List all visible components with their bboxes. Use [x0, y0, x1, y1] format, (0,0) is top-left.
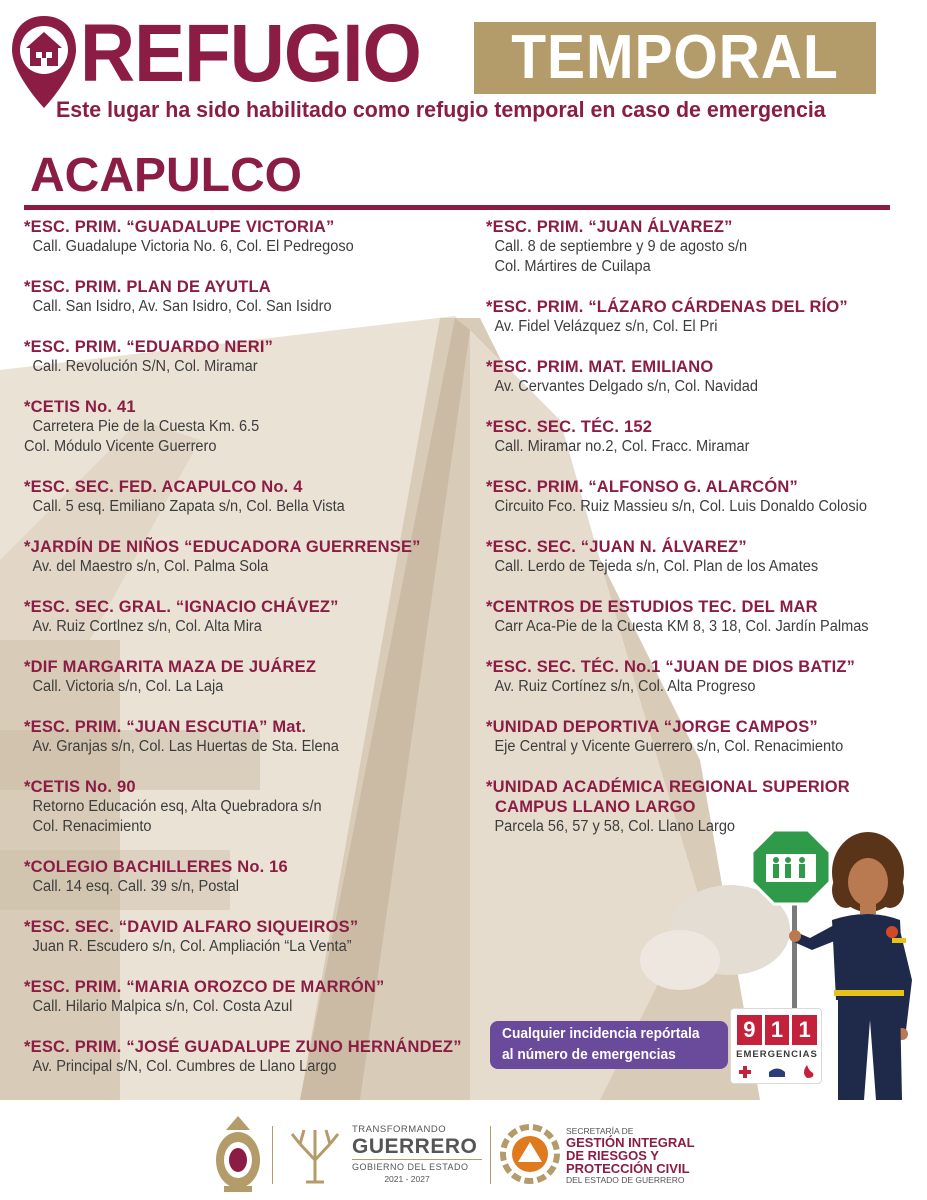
shelter-item: [24, 477, 474, 537]
shelter-address: Circuito Fco. Ruiz Massieu s/n, Col. Luis Donaldo Colosio: [494, 498, 867, 515]
shelter-address: Call. 5 esq. Emiliano Zapata s/n, Col. Bella Vista: [32, 498, 345, 515]
shelter-name: *DIF MARGARITA MAZA DE JUÁREZ: [24, 658, 317, 676]
shelter-name: *ESC. SEC. FED. ACAPULCO No. 4: [24, 478, 303, 496]
shelter-name: *CETIS No. 41: [24, 398, 136, 416]
shelter-item: [486, 537, 922, 597]
shelter-name: *ESC. PRIM. MAT. EMILIANO: [486, 358, 714, 376]
shelter-name: *ESC. SEC. “DAVID ALFARO SIQUEIROS”: [24, 918, 359, 936]
shelter-name: *ESC. SEC. TÉC. 152: [486, 418, 653, 436]
shelter-item: [24, 657, 474, 717]
subtitle: Este lugar ha sido habilitado como refugio temporal en caso de emergencia: [56, 97, 826, 122]
shelter-item: [24, 277, 474, 337]
shelter-item: [486, 357, 922, 417]
footer-divider: [272, 1126, 273, 1184]
shelter-item: [24, 597, 474, 657]
shelter-address: Av. Principal s/N, Col. Cumbres de Llano Largo: [32, 1058, 337, 1075]
footer: [0, 1104, 927, 1200]
shelter-address: Call. Hilario Malpica s/n, Col. Costa Azul: [32, 998, 293, 1015]
shelter-name: *ESC. SEC. GRAL. “IGNACIO CHÁVEZ”: [24, 598, 339, 616]
shelter-address: Call. Lerdo de Tejeda s/n, Col. Plan de los Amates: [494, 558, 819, 575]
shelter-item: [24, 917, 474, 977]
city-divider: [24, 205, 890, 210]
shelter-name: *ESC. PRIM. PLAN DE AYUTLA: [24, 278, 271, 296]
shelter-item: [486, 297, 922, 357]
civil-protection-wordmark: [566, 1126, 736, 1186]
fire-icon: [804, 1065, 813, 1078]
shelter-item: [24, 857, 474, 917]
shelter-item: [486, 477, 922, 537]
shelter-name: *CETIS No. 90: [24, 778, 136, 796]
shelter-address: Eje Central y Vicente Guerrero s/n, Col. Renacimiento: [494, 738, 844, 755]
shelter-name: *ESC. SEC. “JUAN N. ÁLVAREZ”: [486, 538, 747, 556]
guerrero-seal-icon: [212, 1112, 264, 1194]
pc-line3: PROTECCIÓN CIVIL: [566, 1161, 690, 1176]
shelter-address: Av. Fidel Velázquez s/n, Col. El Pri: [494, 318, 718, 335]
emergency-notice: [490, 1021, 728, 1069]
shelter-address: Call. 8 de septiembre y 9 de agosto s/n: [494, 238, 748, 255]
footer-divider: [490, 1126, 491, 1184]
shelter-address: Call. San Isidro, Av. San Isidro, Col. San Isidro: [32, 298, 332, 315]
shelter-address: Call. 14 esq. Call. 39 s/n, Postal: [32, 878, 239, 895]
siren-icon: [769, 1069, 785, 1078]
shelter-name: *ESC. SEC. TÉC. No.1 “JUAN DE DIOS BATIZ”: [486, 658, 856, 676]
shelter-item: [24, 337, 474, 397]
shelter-name: *ESC. PRIM. “MARIA OROZCO DE MARRÓN”: [24, 978, 385, 996]
city-heading: ACAPULCO: [30, 149, 302, 202]
shelter-item: [486, 597, 922, 657]
emergency-911-badge: [730, 1008, 822, 1084]
shelter-name: *ESC. PRIM. “LÁZARO CÁRDENAS DEL RÍO”: [486, 298, 848, 316]
shelter-item: [24, 717, 474, 777]
guerrero-gov-text: GOBIERNO DEL ESTADO: [352, 1159, 482, 1173]
shelter-name-line2: CAMPUS LLANO LARGO: [495, 798, 696, 816]
shelter-address: Av. del Maestro s/n, Col. Palma Sola: [32, 558, 269, 575]
pc-state-text: DEL ESTADO DE GUERRERO: [566, 1175, 685, 1185]
shelter-name: *COLEGIO BACHILLERES No. 16: [24, 858, 288, 876]
shelter-address: Col. Mártires de Cuilapa: [494, 258, 651, 275]
guerrero-wordmark: [352, 1124, 482, 1185]
pc-line1: GESTIÓN INTEGRAL: [566, 1135, 695, 1150]
shelter-address: Av. Ruiz Cortínez s/n, Col. Alta Progreso: [494, 678, 756, 695]
shelter-address: Call. Revolución S/N, Col. Miramar: [32, 358, 258, 375]
shelter-item: [486, 717, 922, 777]
guerrero-years: 2021 - 2027: [384, 1174, 430, 1184]
badge-digit: 1: [792, 1015, 817, 1045]
shelter-address: Col. Renacimiento: [32, 818, 152, 835]
notice-line2: al número de emergencias: [502, 1047, 676, 1063]
shelter-address: Call. Victoria s/n, Col. La Laja: [32, 678, 224, 695]
shelter-list-left: [24, 217, 474, 1077]
shelter-address: Carretera Pie de la Cuesta Km. 6.5: [32, 418, 260, 435]
shelter-address: Av. Cervantes Delgado s/n, Col. Navidad: [494, 378, 758, 395]
notice-line1: Cualquier incidencia repórtala: [502, 1026, 700, 1042]
title-refugio: REFUGIO: [80, 8, 421, 99]
shelter-item: [24, 217, 474, 277]
shelter-address: Av. Granjas s/n, Col. Las Huertas de Sta. Elena: [32, 738, 339, 755]
shelter-item: [24, 777, 474, 857]
shelter-item: [24, 397, 474, 477]
badge-digit: 9: [737, 1015, 762, 1045]
shelter-address: Col. Módulo Vicente Guerrero: [24, 438, 217, 455]
shelter-name: *UNIDAD DEPORTIVA “JORGE CAMPOS”: [486, 718, 818, 736]
shelter-name: *JARDÍN DE NIÑOS “EDUCADORA GUERRENSE”: [24, 538, 421, 556]
shelter-name: *ESC. PRIM. “JUAN ÁLVAREZ”: [486, 218, 733, 236]
civil-protection-logo-icon: [500, 1124, 560, 1184]
shelter-list-right: [486, 217, 922, 857]
shelter-item: [24, 977, 474, 1037]
badge-digits: [737, 1015, 817, 1045]
shelter-name: *ESC. PRIM. “GUADALUPE VICTORIA”: [24, 218, 335, 236]
shelter-address: Av. Ruiz Cortlnez s/n, Col. Alta Mira: [32, 618, 262, 635]
shelter-item: [486, 417, 922, 477]
pc-small-text: SECRETARÍA DE: [566, 1126, 634, 1136]
shelter-item: [24, 1037, 474, 1077]
shelter-name: *ESC. PRIM. “EDUARDO NERI”: [24, 338, 274, 356]
shelter-address: Carr Aca-Pie de la Cuesta KM 8, 3 18, Col. Jardín Palmas: [494, 618, 869, 635]
shelter-address: Juan R. Escudero s/n, Col. Ampliación “La Venta”: [32, 938, 352, 955]
title-temporal-box: [474, 22, 876, 94]
shelter-item: [486, 657, 922, 717]
guerrero-tree-logo-icon: [284, 1124, 346, 1184]
shelter-name: *ESC. PRIM. “ALFONSO G. ALARCÓN”: [486, 478, 798, 496]
shelter-address: Call. Guadalupe Victoria No. 6, Col. El Pedregoso: [32, 238, 354, 255]
badge-icons: [737, 1063, 817, 1081]
shelter-item: [24, 537, 474, 597]
shelter-item: [486, 777, 922, 857]
shelter-name: *ESC. PRIM. “JOSÉ GUADALUPE ZUNO HERNÁNDEZ”: [24, 1038, 462, 1056]
shelter-address: Parcela 56, 57 y 58, Col. Llano Largo: [494, 818, 736, 835]
shelter-item: [486, 217, 922, 297]
guerrero-big-text: GUERRERO: [352, 1135, 478, 1158]
pc-line2: DE RIESGOS Y: [566, 1148, 659, 1163]
shelter-address: Retorno Educación esq, Alta Quebradora s/n: [32, 798, 322, 815]
badge-label: EMERGENCIAS: [736, 1049, 818, 1060]
guerrero-small-text: TRANSFORMANDO: [352, 1124, 447, 1135]
header: [0, 0, 927, 140]
shelter-name: *UNIDAD ACADÉMICA REGIONAL SUPERIOR: [486, 778, 850, 796]
shelter-address: Call. Miramar no.2, Col. Fracc. Miramar: [494, 438, 750, 455]
shelter-name: *CENTROS DE ESTUDIOS TEC. DEL MAR: [486, 598, 818, 616]
badge-digit: 1: [765, 1015, 790, 1045]
shelter-name: *ESC. PRIM. “JUAN ESCUTIA” Mat.: [24, 718, 307, 736]
first-aid-icon: [739, 1066, 751, 1078]
title-temporal: TEMPORAL: [511, 23, 839, 92]
